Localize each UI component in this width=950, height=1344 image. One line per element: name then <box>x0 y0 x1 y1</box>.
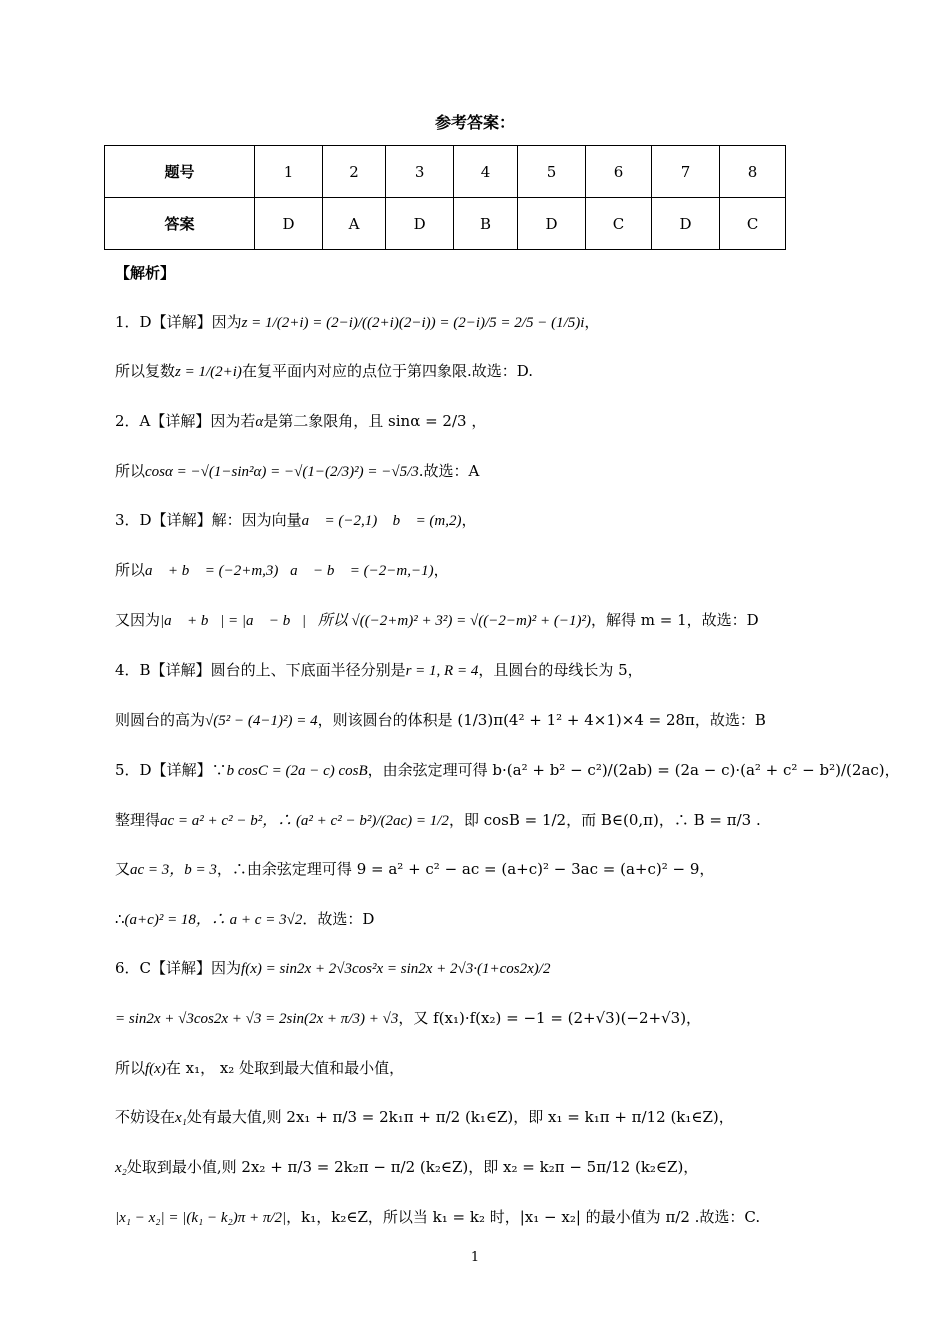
math-expression: α <box>255 414 264 430</box>
line-text: ．故选：D <box>302 910 375 928</box>
line-text: 处取到最小值,则 2x₂ + π/3 = 2k₂π − π/2 (k₂∈Z)，即 x₂ = k₂π − 5π/12 (k₂∈Z)， <box>126 1158 699 1176</box>
solution-line <box>115 811 761 830</box>
solution-line <box>115 511 477 530</box>
table-cell: A <box>323 198 386 250</box>
math-expression: a⃗ + b⃗ = (−2+m,3)，a⃗ − b⃗ = (−2−m,−1) <box>145 563 434 579</box>
line-text: ，则该圆台的体积是 (1/3)π(4² + 1² + 4×1)×4 = 28π，故选：B <box>317 711 766 729</box>
solution-line <box>115 313 599 332</box>
line-text: 2．A【详解】因为若 <box>115 412 256 430</box>
line-text: ，解得 m = 1，故选：D <box>591 611 759 629</box>
math-expression: f(x) <box>145 1061 166 1077</box>
table-cell: 8 <box>720 146 786 198</box>
line-text: .故选：A <box>418 462 480 480</box>
table-cell: B <box>454 198 518 250</box>
solution-line <box>115 412 486 431</box>
line-text: 所以 <box>115 1059 146 1077</box>
page-number: 1 <box>470 1250 480 1265</box>
row-header-answer: 答案 <box>105 198 255 250</box>
table-cell: 1 <box>254 146 322 198</box>
line-text: 又 <box>115 860 131 878</box>
page-title: 参考答案： <box>434 113 515 132</box>
table-cell: D <box>651 198 719 250</box>
solution-line <box>115 1208 760 1227</box>
math-expression: z = 1/(2+i) = (2−i)/((2+i)(2−i)) = (2−i)/5 = 2/5 − (1/5)i <box>241 315 585 331</box>
line-text: ， <box>584 313 600 331</box>
math-expression: cosα = −√(1−sin²α) = −√(1−(2/3)²) = −√5/3 <box>145 464 419 480</box>
math-expression: x₂ <box>115 1160 127 1176</box>
solution-line <box>115 910 374 929</box>
line-text: ，由余弦定理可得 b·(a² + b² − c²)/(2ab) = (2a − c)·(a² + c² − b²)/(2ac)， <box>367 761 900 779</box>
math-expression: ac = 3，b = 3 <box>130 862 217 878</box>
line-text: 所以 <box>115 462 146 480</box>
table-cell: C <box>586 198 652 250</box>
line-text: ， <box>461 511 477 529</box>
line-text: 所以 <box>115 561 146 579</box>
solution-line <box>115 1158 698 1177</box>
table-cell: 3 <box>385 146 453 198</box>
answer-table <box>104 145 786 250</box>
line-text: 4．B【详解】圆台的上、下底面半径分别是 <box>115 661 406 679</box>
line-text: ，又 f(x₁)·f(x₂) = −1 = (2+√3)(−2+√3)， <box>398 1009 702 1027</box>
solution-line <box>115 1059 404 1078</box>
table-cell: 2 <box>323 146 386 198</box>
solution-line <box>115 761 900 780</box>
table-cell: 5 <box>517 146 585 198</box>
line-text: 在 x₁， x₂ 处取到最大值和最小值， <box>165 1059 405 1077</box>
line-text: ，k₁，k₂∈Z，所以当 k₁ = k₂ 时，|x₁ − x₂| 的最小值为 π/2 .故选：C. <box>286 1208 761 1226</box>
table-cell: D <box>254 198 322 250</box>
math-expression: (a+c)² = 18，∴ a + c = 3√2 <box>124 912 303 928</box>
solution-line <box>115 462 479 481</box>
line-text: ，且圆台的母线长为 5， <box>478 661 643 679</box>
line-text: ∴ <box>115 910 125 928</box>
line-text: ，∴由余弦定理可得 9 = a² + c² − ac = (a+c)² − 3ac = (a+c)² − 9， <box>216 860 715 878</box>
line-text: 又因为 <box>115 611 161 629</box>
table-row <box>105 198 786 250</box>
solution-line <box>115 611 759 630</box>
line-text: 6．C【详解】因为 <box>115 959 242 977</box>
line-text: 所以复数 <box>115 362 176 380</box>
table-cell: 6 <box>586 146 652 198</box>
line-text: 1．D【详解】因为 <box>115 313 242 331</box>
solution-line <box>115 561 449 580</box>
table-cell: D <box>385 198 453 250</box>
table-cell: 7 <box>651 146 719 198</box>
math-expression: f(x) = sin2x + 2√3cos²x = sin2x + 2√3·(1+cos2x)/2 <box>241 961 551 977</box>
math-expression: a⃗ = (−2,1)， b⃗ = (m,2) <box>301 513 462 529</box>
solution-line <box>115 661 643 680</box>
math-expression: b cosC = (2a − c) cosB <box>226 763 368 779</box>
line-text: 则圆台的高为 <box>115 711 206 729</box>
section-label: 【解析】 <box>115 264 176 282</box>
solution-line <box>115 711 766 730</box>
solution-line <box>115 362 533 381</box>
line-text: ， <box>433 561 449 579</box>
solution-line <box>115 1108 734 1127</box>
line-text: 不妨设在 <box>115 1108 176 1126</box>
math-expression: ac = a² + c² − b²，∴ (a² + c² − b²)/(2ac) = 1/2 <box>160 813 449 829</box>
math-expression: √(5² − (4−1)²) = 4 <box>205 713 318 729</box>
line-text: 5．D【详解】∵ <box>115 761 227 779</box>
math-expression: z = 1/(2+i) <box>175 364 242 380</box>
line-text: 是第二象限角，且 sinα = 2/3 ， <box>263 412 487 430</box>
line-text: 3．D【详解】解：因为向量 <box>115 511 302 529</box>
math-expression: = sin2x + √3cos2x + √3 = 2sin(2x + π/3) + √3 <box>115 1011 399 1027</box>
math-expression: |x₁ − x₂| = |(k₁ − k₂)π + π/2| <box>115 1210 287 1226</box>
line-text: ，即 cosB = 1/2，而 B∈(0,π)，∴ B = π/3 . <box>448 811 761 829</box>
solution-line <box>115 959 550 978</box>
line-text: 整理得 <box>115 811 161 829</box>
math-expression: |a⃗ + b⃗| = |a⃗ − b⃗|，所以 √((−2+m)² + 3²) = √((−2−m)² + (−1)²) <box>160 613 592 629</box>
line-text: 在复平面内对应的点位于第四象限.故选：D. <box>241 362 533 380</box>
table-cell: D <box>517 198 585 250</box>
row-header-number: 题号 <box>105 146 255 198</box>
math-expression: r = 1, R = 4 <box>405 663 479 679</box>
table-row <box>105 146 786 198</box>
solution-line <box>115 1009 701 1028</box>
table-cell: 4 <box>454 146 518 198</box>
solution-line <box>115 860 714 879</box>
table-cell: C <box>720 198 786 250</box>
math-expression: x₁ <box>175 1110 187 1126</box>
line-text: 处有最大值,则 2x₁ + π/3 = 2k₁π + π/2 (k₁∈Z)，即 x₁ = k₁π + π/12 (k₁∈Z)， <box>186 1108 734 1126</box>
